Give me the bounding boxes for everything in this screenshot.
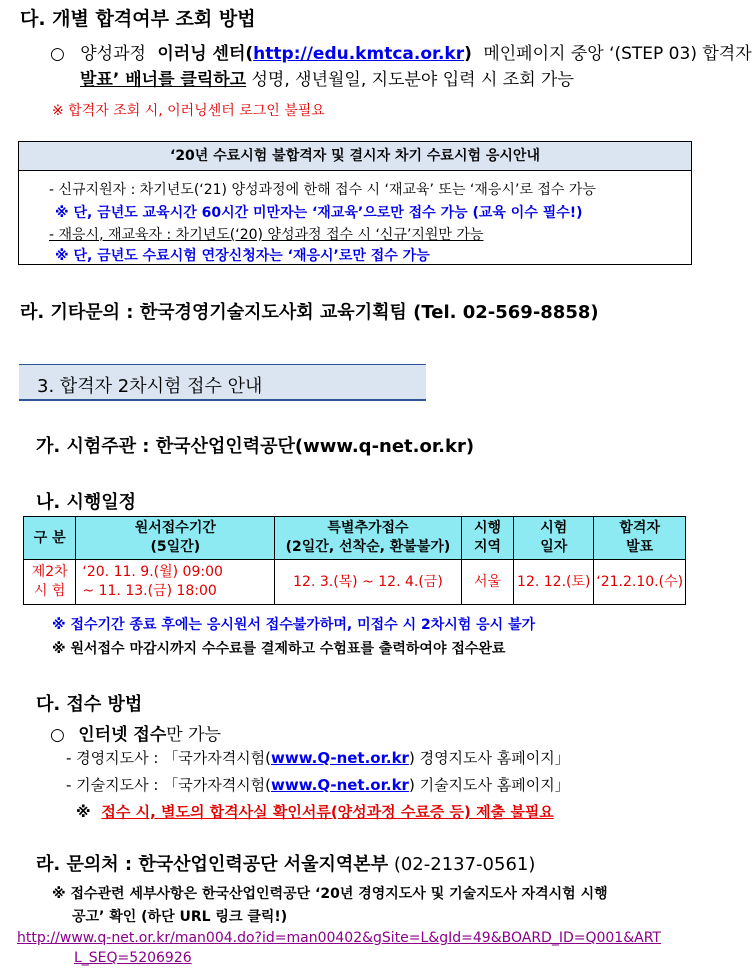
section-3-title: 3. 합격자 2차시험 접수 안내 (37, 376, 263, 397)
qnet-link-technical[interactable]: www.Q-net.or.kr (271, 776, 409, 794)
bullet-circle: ○ (50, 44, 65, 64)
application-method-line (50, 720, 221, 745)
no-document-required-note: 접수 시, 별도의 합격사실 확인서류(양성과정 수료증 등) 제출 불필요 (101, 803, 554, 821)
cell-category: 제2차 시 험 (24, 560, 76, 605)
management-consultant-line (66, 747, 570, 768)
col-header-exam-date: 시험 일자 (514, 517, 594, 560)
section-ga-organizer: 가. 시험주관 : 한국산업인력공단(www.q-net.or.kr) (36, 436, 475, 457)
section-da-application-method-title: 다. 접수 방법 (36, 694, 143, 715)
retake-notice-title: ‘20년 수료시험 불합격자 및 결시자 차기 수료시험 응시안내 (19, 142, 691, 171)
click-banner-instruction: 발표’ 배너를 클릭하고 (80, 70, 247, 90)
lookup-method-line1 (50, 39, 752, 64)
announcement-note-line2: 공고’ 확인 (하단 URL 링크 클릭!) (72, 909, 288, 925)
payment-required-note: ※ 원서접수 마감시까지 수수료를 결제하고 수험표를 출력하여야 접수완료 (52, 641, 506, 657)
cell-region: 서울 (461, 560, 513, 605)
reference-mark: ※ (76, 803, 91, 821)
section-da-individual-title: 다. 개별 합격여부 조회 방법 (20, 8, 256, 30)
technical-consultant-homepage: ) 기술지도사 홈페이지」 (408, 776, 570, 794)
internet-only-label: 인터넷 접수 (78, 725, 167, 745)
contact-phone: (02-2137-0561) (388, 854, 536, 875)
section-ra-inquiry: 라. 기타문의 : 한국경영기술지도사회 교육기획팀 (Tel. 02-569-8858) (20, 302, 599, 323)
technical-consultant-line (66, 774, 570, 795)
elearning-center-label: 이러닝 센터( (157, 44, 254, 64)
col-header-special-application: 특별추가접수 (2일간, 선착순, 환불불가) (275, 517, 462, 560)
retake-notice-line-extension: ※ 단, 금년도 수료시험 연장신청자는 ‘재응시’로만 접수 가능 (55, 248, 430, 264)
announcement-url-link-cont[interactable]: L_SEQ=5206926 (74, 950, 192, 966)
deadline-warning-note: ※ 접수기간 종료 후에는 응시원서 접수불가하며, 미접수 시 2차시험 응시 불가 (52, 617, 536, 633)
col-header-region: 시행 지역 (461, 517, 513, 560)
lookup-input-instruction: 성명, 생년월일, 지도분야 입력 시 조회 가능 (246, 70, 574, 90)
announcement-url-link[interactable]: http://www.q-net.or.kr/man004.do?id=man00402&gSite=L&gId=49&BOARD_ID=Q001&ART (17, 930, 661, 946)
elearning-center-close: ) (464, 44, 472, 64)
retake-notice-line-new: - 신규지원자 : 차기년도(‘21) 양성과정에 한해 접수 시 ‘재교육’ 또는 ‘재응시’로 접수 가능 (49, 182, 596, 198)
section-ra-contact-line (36, 850, 535, 876)
announcement-note-line1: ※ 접수관련 세부사항은 한국산업인력공단 ‘20년 경영지도사 및 기술지도사 자격시험 시행 (52, 886, 608, 902)
retake-notice-box (18, 141, 692, 265)
bullet-circle: ○ (50, 725, 65, 745)
schedule-header-row (24, 517, 686, 560)
lookup-main-page-text: 메인페이지 중앙 ‘(STEP 03) 합격자 (483, 44, 752, 64)
retake-notice-line-reeducation: ※ 단, 금년도 교육시간 60시간 미만자는 ‘재교육’으로만 접수 가능 (교육 이수 필수!) (55, 205, 583, 221)
cell-result-date: ‘21.2.10.(수) (594, 560, 686, 605)
section-na-schedule-title: 나. 시행일정 (36, 492, 137, 513)
elearning-center-link[interactable]: http://edu.kmtca.or.kr (253, 44, 465, 64)
lookup-course-label: 양성과정 (80, 44, 146, 64)
management-consultant-label: - 경영지도사 : 「국가자격시험( (66, 749, 272, 767)
cell-special-application: 12. 3.(목) ~ 12. 4.(금) (275, 560, 462, 605)
section-3-header (19, 364, 426, 401)
qnet-link-management[interactable]: www.Q-net.or.kr (271, 749, 409, 767)
cell-application-period: ‘20. 11. 9.(월) 09:00 ~ 11. 13.(금) 18:00 (76, 560, 275, 605)
col-header-result-date: 합격자 발표 (594, 517, 686, 560)
cell-exam-date: 12. 12.(토) (514, 560, 594, 605)
col-header-category: 구 분 (24, 517, 76, 560)
col-header-application-period: 원서접수기간 (5일간) (76, 517, 275, 560)
retake-notice-line-retake: - 재응시, 재교육자 : 차기년도(‘20) 양성과정 접수 시 ‘신규’지원만 가능 (49, 227, 484, 243)
no-document-required-line (76, 801, 554, 822)
management-consultant-homepage: ) 경영지도사 홈페이지」 (408, 749, 570, 767)
table-row (24, 560, 686, 605)
contact-title: 라. 문의처 : 한국산업인력공단 서울지역본부 (36, 854, 389, 875)
technical-consultant-label: - 기술지도사 : 「국가자격시험( (66, 776, 272, 794)
login-not-required-note: ※ 합격자 조회 시, 이러닝센터 로그인 불필요 (52, 103, 325, 119)
internet-only-rest: 만 가능 (166, 725, 221, 745)
exam-schedule-table (23, 516, 686, 605)
lookup-method-line2 (80, 65, 574, 90)
